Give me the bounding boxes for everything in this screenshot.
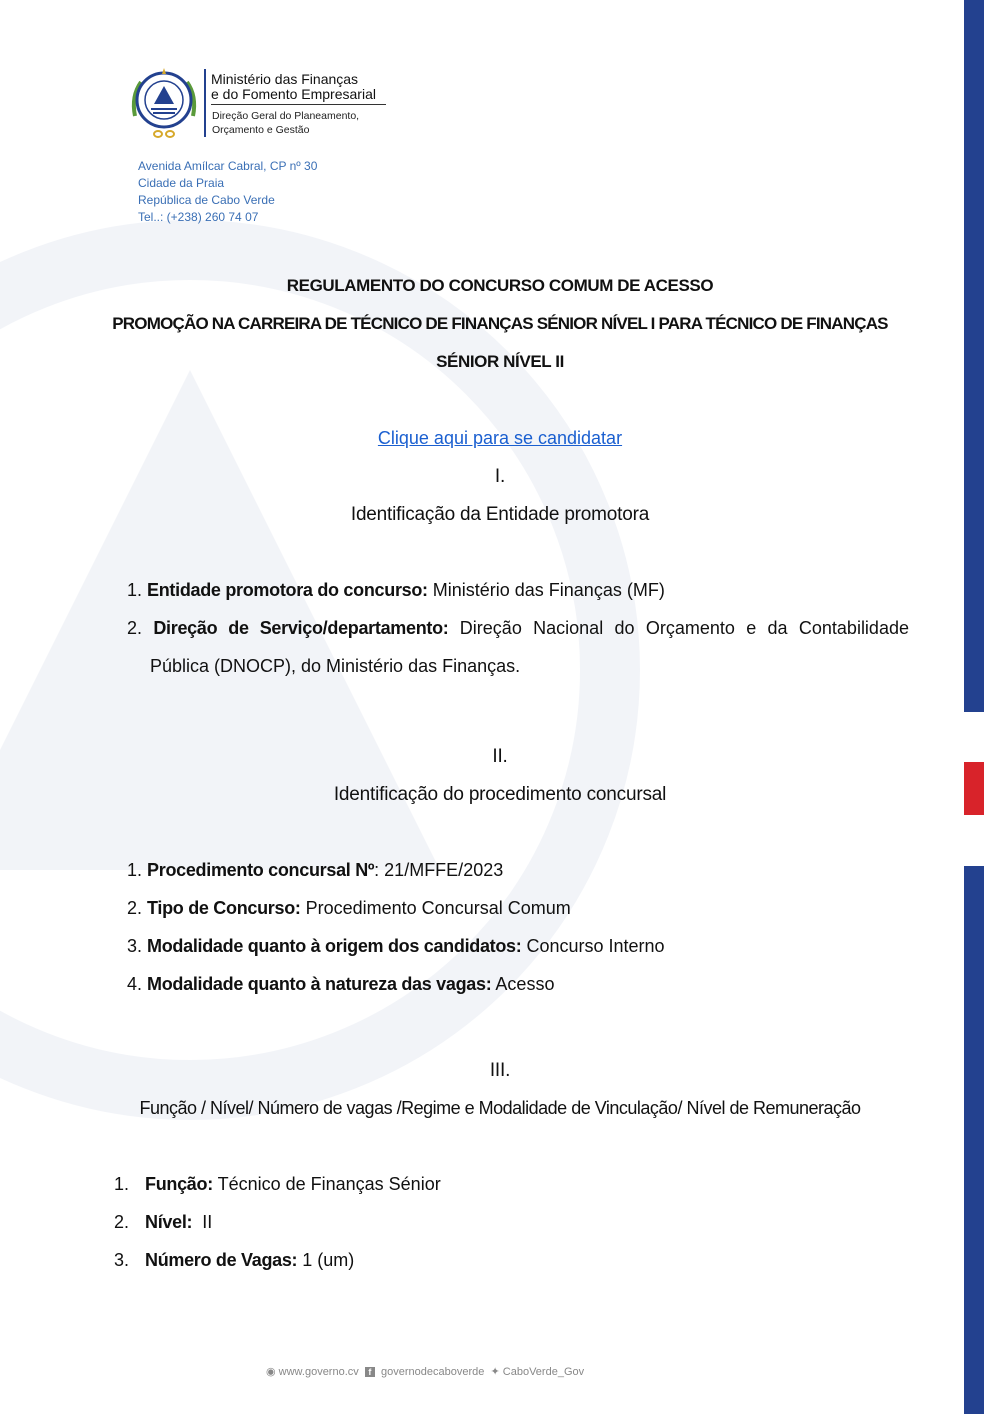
address-line: Cidade da Praia [138, 176, 225, 190]
list-item: 2. Nível: II [114, 1212, 213, 1232]
address-line: Tel..: (+238) 260 74 07 [138, 210, 259, 224]
twitter-link[interactable]: CaboVerde_Gov [502, 1366, 585, 1378]
side-bar-blue-top [964, 0, 984, 712]
document-title-line2: PROMOÇÃO NA CARREIRA DE TÉCNICO DE FINANÇAS SÉNIOR NÍVEL I PARA TÉCNICO DE FINANÇAS [112, 314, 888, 333]
logo-rule [211, 104, 386, 105]
section-numeral: I. [494, 466, 506, 487]
document-title-line1: REGULAMENTO DO CONCURSO COMUM DE ACESSO [286, 276, 714, 295]
footer [266, 1365, 584, 1378]
address-block [138, 158, 317, 226]
section-heading: Identificação da Entidade promotora [350, 504, 650, 525]
list-item: 3. Número de Vagas: 1 (um) [114, 1250, 355, 1270]
apply-link[interactable]: Clique aqui para se candidatar [377, 428, 623, 448]
twitter-icon: ✦ [490, 1366, 500, 1378]
list-item: 3. Modalidade quanto à origem dos candidatos: Concurso Interno [127, 936, 665, 956]
list-item: 2. Tipo de Concurso: Procedimento Concursal Comum [127, 898, 571, 918]
address-line: República de Cabo Verde [138, 193, 275, 207]
address-line: Avenida Amílcar Cabral, CP nº 30 [138, 159, 318, 173]
side-bar-red [964, 762, 984, 815]
direction-line2: Orçamento e Gestão [212, 124, 310, 136]
list-item: 1. Procedimento concursal Nº: 21/MFFE/2023 [127, 860, 504, 880]
logo-divider [204, 69, 206, 137]
direction-line1: Direção Geral do Planeamento, [212, 110, 360, 122]
globe-icon: ◉ [266, 1366, 276, 1378]
facebook-icon: f [365, 1367, 375, 1377]
facebook-link[interactable]: governodecaboverde [381, 1366, 485, 1378]
section-numeral: III. [489, 1060, 511, 1081]
list-item: 4. Modalidade quanto à natureza das vagas: Acesso [127, 974, 555, 994]
website-link[interactable]: www.governo.cv [278, 1366, 359, 1378]
section-heading: Função / Nível/ Número de vagas /Regime e Modalidade de Vinculação/ Nível de Remuneração [139, 1098, 861, 1118]
list-item: 1. Função: Técnico de Finanças Sénior [114, 1174, 441, 1194]
side-bar-blue-bottom [964, 866, 984, 1414]
list-item: 2. Direção de Serviço/departamento: Direção Nacional do Orçamento e da Contabilidade [127, 618, 909, 638]
list-item-continuation: Pública (DNOCP), do Ministério das Finanças. [150, 656, 521, 676]
list-item: 1. Entidade promotora do concurso: Ministério das Finanças (MF) [127, 580, 665, 600]
ministry-name-line1: Ministério das Finanças [211, 71, 359, 87]
document-title-line3: SÉNIOR NÍVEL II [436, 352, 564, 371]
section-numeral: II. [492, 746, 508, 767]
ministry-name-line2: e do Fomento Empresarial [211, 86, 376, 102]
coat-of-arms-icon [127, 66, 201, 140]
section-heading: Identificação do procedimento concursal [333, 784, 667, 805]
